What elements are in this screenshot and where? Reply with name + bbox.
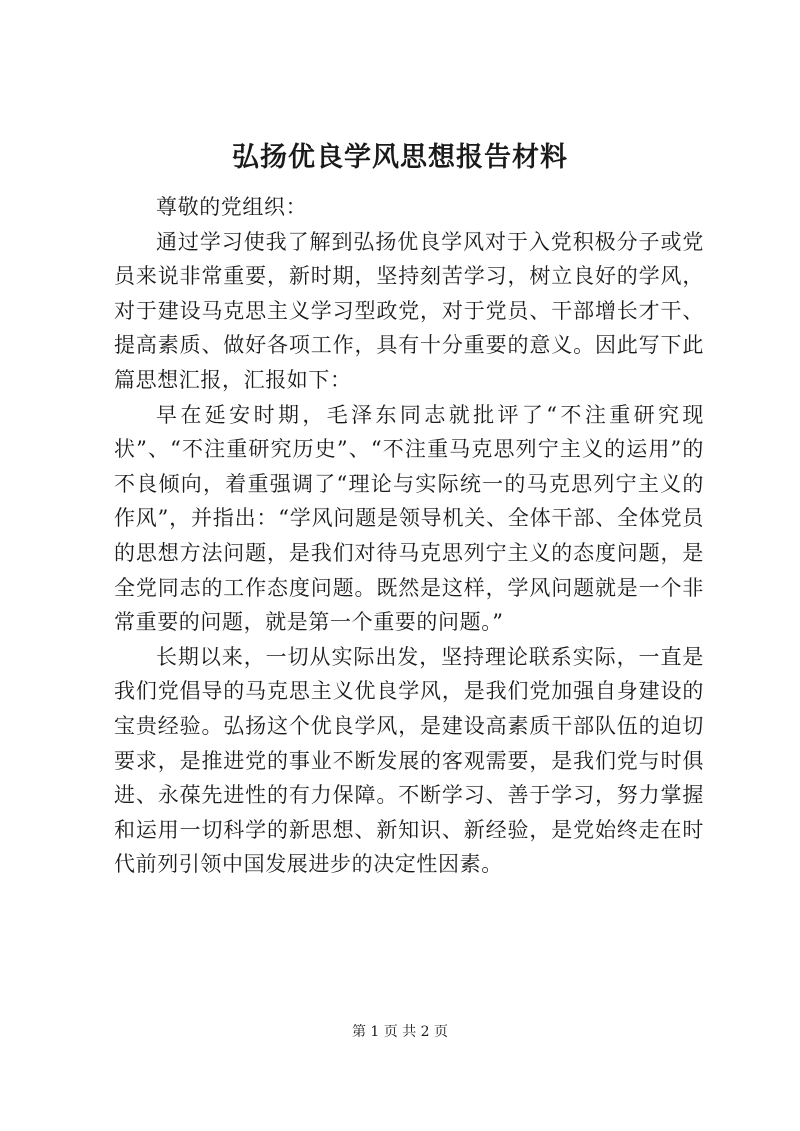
- page-number: 第 1 页 共 2 页: [351, 1024, 449, 1040]
- document-body: [114, 190, 704, 882]
- paragraph-2: 早在延安时期，毛泽东同志就批评了“不注重研究现状”、“不注重研究历史”、“不注重马克思列宁主义的运用”的不良倾向，着重强调了“理论与实际统一的马克思列宁主义的作风”，并指出：“学风问题是领导机关、全体干部、全体党员的思想方法问题，是我们对待马克思列宁主义的态度问题，是全党同志的工作态度问题。既然是这样，学风问题就是一个非常重要的问题，就是第一个重要的问题。”: [114, 402, 704, 635]
- salutation: 尊敬的党组织：: [156, 195, 308, 219]
- paragraph-3: 长期以来，一切从实际出发，坚持理论联系实际，一直是我们党倡导的马克思主义优良学风，是我们党加强自身建设的宝贵经验。弘扬这个优良学风，是建设高素质干部队伍的迫切要求，是推进党的事业不断发展的客观需要，是我们党与时俱进、永葆先进性的有力保障。不断学习、善于学习，努力掌握和运用一切科学的新思想、新知识、新经验，是党始终走在时代前列引领中国发展进步的决定性因素。: [114, 644, 704, 877]
- page-footer: [0, 1022, 800, 1042]
- document-title: 弘扬优良学风思想报告材料: [232, 142, 568, 173]
- paragraph-1: 通过学习使我了解到弘扬优良学风对于入党积极分子或党员来说非常重要，新时期，坚持刻苦学习，树立良好的学风，对于建设马克思主义学习型政党，对于党员、干部增长才干、提高素质、做好各项工作，具有十分重要的意义。因此写下此篇思想汇报，汇报如下：: [114, 229, 704, 392]
